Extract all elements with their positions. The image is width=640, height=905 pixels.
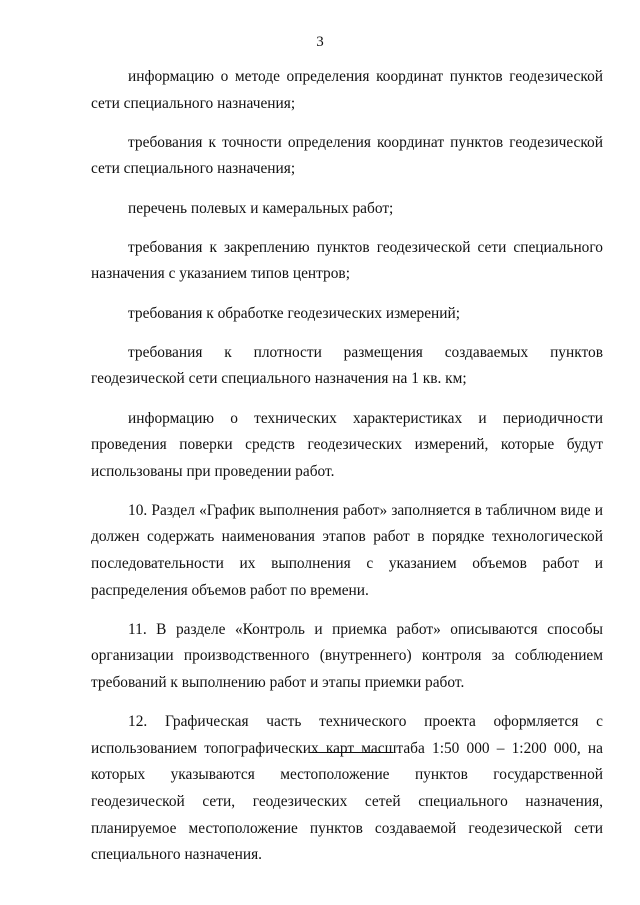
paragraph-12-graphic-part: 12. Графическая часть технического проекта оформляется с использованием топографических карт масштаба 1:50 000 – 1:200 000, на которых указываются местоположение пунктов государственной геодезической сети, геодезических сетей специального назначения, планируемое местоположение пунктов создаваемой геодезической сети специального назначения. [91,713,603,864]
body-text [91,64,603,881]
paragraph-density-requirements: требования к плотности размещения создаваемых пунктов геодезической сети специального назначения на 1 кв. км; [91,343,603,388]
paragraph-instrument-verification: информацию о технических характеристиках и периодичности проведения поверки средств геодезических измерений, которые будут использованы при проведении работ. [91,409,603,480]
paragraph-accuracy-requirements: требования к точности определения координат пунктов геодезической сети специального назначения; [91,133,603,178]
end-divider-line [309,752,393,753]
paragraph-10-work-schedule: 10. Раздел «График выполнения работ» заполняется в табличном виде и должен содержать наименования этапов работ в порядке технологической последовательности их выполнения с указанием объемов работ и распределения объемов работ по времени. [91,501,603,599]
paragraph-monumentation-requirements: требования к закреплению пунктов геодезической сети специального назначения с указанием типов центров; [91,238,603,283]
paragraph-field-work-list: перечень полевых и камеральных работ; [128,199,394,217]
paragraph-coordinate-method: информацию о методе определения координат пунктов геодезической сети специального назначения; [91,68,603,112]
paragraph-processing-requirements: требования к обработке геодезических измерений; [128,304,461,322]
page-number: 3 [316,34,324,50]
paragraph-11-control-acceptance: 11. В разделе «Контроль и приемка работ» описываются способы организации производственного (внутреннего) контроля за соблюдением требований к выполнению работ и этапы приемки работ. [91,620,603,692]
